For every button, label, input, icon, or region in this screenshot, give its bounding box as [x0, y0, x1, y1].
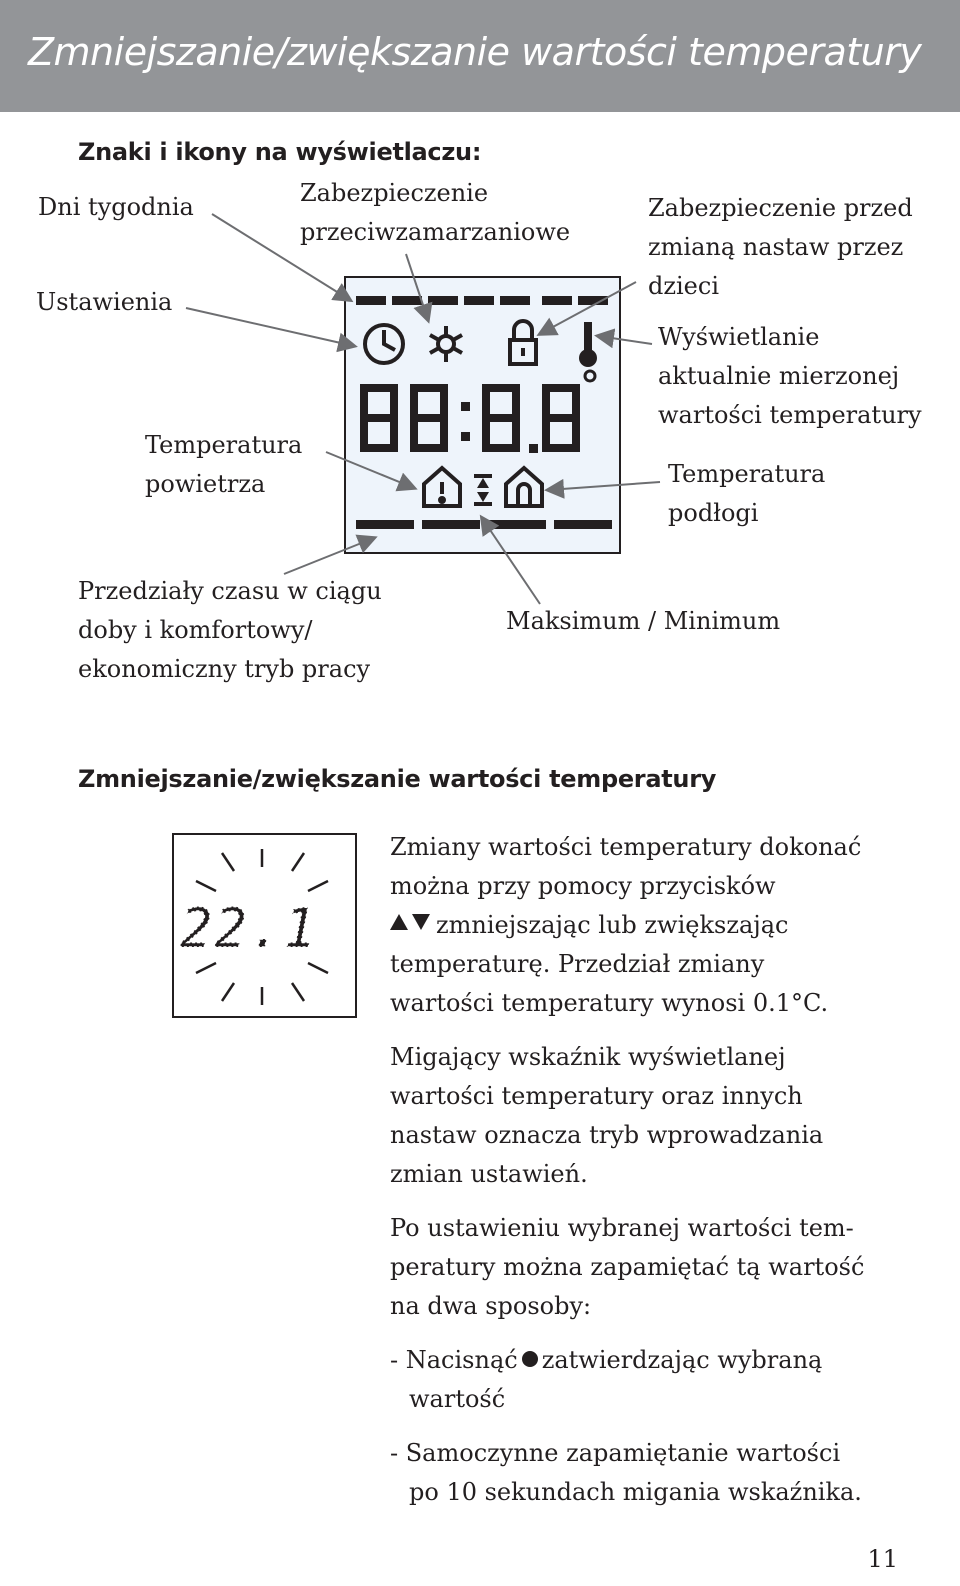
label-przedzialy-czasu: Przedziały czasu w ciągu doby i komfortowy/ ekonomiczny tryb pracy	[78, 577, 382, 683]
page-number: 11	[867, 1545, 898, 1573]
blinking-display	[172, 833, 357, 1018]
label-maksimum-minimum: Maksimum / Minimum	[506, 607, 781, 635]
label-wyswietlanie-temperatury: Wyświetlanie aktualnie mierzonej wartości temperatury	[658, 323, 922, 429]
bullet-icon	[522, 1351, 538, 1367]
label-temperatura-podlogi: Temperatura podłogi	[668, 460, 826, 527]
pointer-arrows	[0, 0, 960, 720]
page-title: Zmniejszanie/zwiększanie wartości temperatury	[28, 30, 922, 74]
label-zabezpieczenie-dzieci: Zabezpieczenie przed zmianą nastaw przez dzieci	[648, 194, 913, 300]
icons-section-heading: Znaki i ikony na wyświetlaczu:	[78, 138, 482, 166]
list-item-auto-save: - Samoczynne zapamiętanie wartości po 10 sekundach migania wskaźnika.	[390, 1439, 862, 1506]
label-dni-tygodnia: Dni tygodnia	[38, 193, 194, 221]
paragraph-save-methods: Po ustawieniu wybranej wartości tem- peratury można zapamiętać tą wartość na dwa sposoby:	[390, 1214, 865, 1320]
blinking-value: 22.1	[180, 897, 319, 960]
triangle-down-icon	[412, 914, 430, 930]
label-ustawienia: Ustawienia	[36, 288, 173, 316]
paragraph-change-temperature: Zmiany wartości temperatury dokonać można przy pomocy przycisków zmniejszając lub zwiększając temperaturę. Przedział zmiany wartości temperatury wynosi 0.1°C.	[390, 833, 862, 1017]
label-zabezpieczenie-przeciwzamarzaniowe: Zabezpieczenie przeciwzamarzaniowe	[300, 179, 571, 246]
label-temperatura-powietrza: Temperatura powietrza	[145, 431, 303, 498]
list-item-press-button: - Nacisnąć zatwierdzając wybraną wartość	[390, 1346, 823, 1413]
triangle-up-icon	[390, 914, 408, 930]
paragraph-blinking-indicator: Migający wskaźnik wyświetlanej wartości temperatury oraz innych nastaw oznacza tryb wprowadzania zmian ustawień.	[390, 1043, 824, 1188]
temperature-section-heading: Zmniejszanie/zwiększanie wartości temperatury	[78, 765, 717, 793]
